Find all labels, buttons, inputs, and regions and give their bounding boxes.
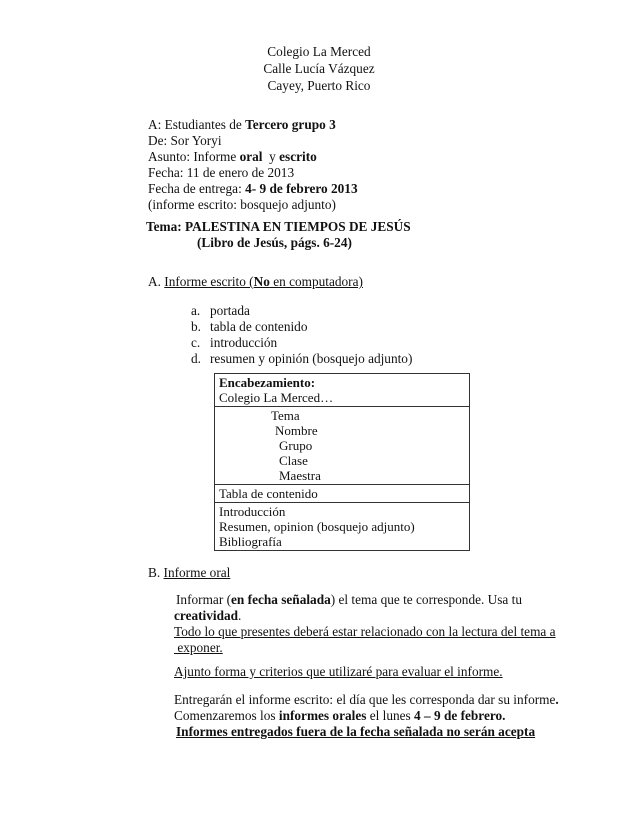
outline-heading-line: Colegio La Merced… xyxy=(219,390,334,405)
memo-subject: Asunto: Informe oral y escrito xyxy=(148,149,317,164)
outline-body-item: Introducción xyxy=(219,504,286,519)
list-item: b. tabla de contenido xyxy=(191,319,308,334)
memo-from: De: Sor Yoryi xyxy=(148,133,222,148)
outline-body-row xyxy=(215,503,470,551)
section-b-paragraph-1-cont: creatividad. xyxy=(174,608,242,623)
section-b-paragraph-2: Todo lo que presentes deberá estar relacionado con la lectura del tema a xyxy=(174,624,556,639)
list-item: a. portada xyxy=(191,303,250,318)
memo-note: (informe escrito: bosquejo adjunto) xyxy=(148,197,336,212)
memo-date: Fecha: 11 de enero de 2013 xyxy=(148,165,295,180)
school-city: Cayey, Puerto Rico xyxy=(267,78,371,93)
section-b-paragraph-5: Comenzaremos los informes orales el lunes 4 – 9 de febrero. xyxy=(174,708,506,723)
outline-toc: Tabla de contenido xyxy=(215,485,470,503)
section-b-paragraph-3: Ajunto forma y criterios que utilizaré para evaluar el informe. xyxy=(174,664,503,679)
school-name: Colegio La Merced xyxy=(267,44,371,59)
outline-fields-row xyxy=(215,407,470,485)
outline-field: Maestra xyxy=(279,468,321,483)
memo-to: A: Estudiantes de Tercero grupo 3 xyxy=(148,117,336,132)
outline-header-row xyxy=(215,374,470,407)
outline-field: Grupo xyxy=(279,438,313,453)
topic-title: Tema: PALESTINA EN TIEMPOS DE JESÚS xyxy=(146,219,411,234)
section-b-paragraph-4: Entregarán el informe escrito: el día que les corresponda dar su informe. xyxy=(174,692,559,707)
list-item: c. introducción xyxy=(191,335,278,350)
section-a-heading: A. Informe escrito (No en computadora) xyxy=(148,274,363,289)
outline-field: Tema xyxy=(271,408,300,423)
section-b-paragraph-1: Informar (en fecha señalada) el tema que te corresponde. Usa tu xyxy=(176,592,523,607)
outline-heading-title: Encabezamiento: xyxy=(219,375,316,390)
outline-body-item: Bibliografía xyxy=(219,534,282,549)
memo-due: Fecha de entrega: 4- 9 de febrero 2013 xyxy=(148,181,358,196)
list-item: d. resumen y opinión (bosquejo adjunto) xyxy=(191,351,413,366)
topic-source: (Libro de Jesús, págs. 6-24) xyxy=(197,235,352,250)
outline-toc-row xyxy=(215,485,470,503)
outline-body-item: Resumen, opinion (bosquejo adjunto) xyxy=(219,519,415,534)
section-b-paragraph-6: Informes entregados fuera de la fecha señalada no serán acepta xyxy=(176,724,536,739)
section-b-heading: B. Informe oral xyxy=(148,565,231,580)
school-street: Calle Lucía Vázquez xyxy=(263,61,375,76)
outline-field: Clase xyxy=(279,453,308,468)
outline-field: Nombre xyxy=(275,423,318,438)
outline-table xyxy=(214,373,470,551)
section-b-paragraph-2-cont: exponer. xyxy=(174,640,223,655)
